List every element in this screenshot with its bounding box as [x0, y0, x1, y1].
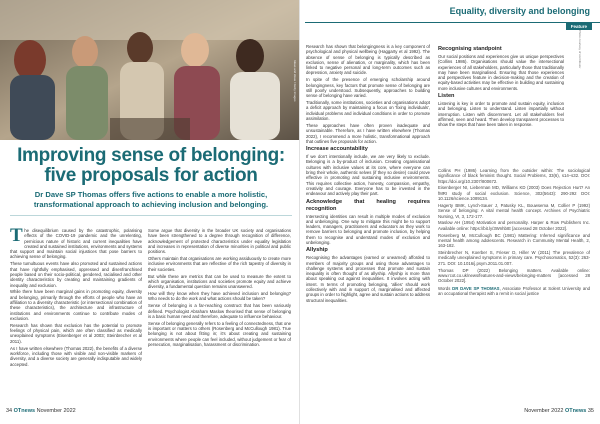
paragraph: These approaches have often proven inadequate and unsustainable. Therefore, as I have written elsewhere (Thomas 2022), I recommend a more holistic, transformational approach that outlines five proposals for action.	[306, 122, 430, 144]
paragraph: If we don't intentionally include, we are very likely to exclude. Belonging is a by-product of inclusion. Creating organisational cultures with inclusive values at its core, where everyone can bring their whole, authentic selves (if they so desire) could prove effective in promoting and sustaining inclusive environments. This requires collective action, honesty, compassion, empathy, creativity and courage. Everyone has to be invested in the endeavour and actively play their part.	[306, 154, 430, 197]
standfirst-text: offers five actions to enable a more holistic, transformational approach to achieving inclusion and belonging.	[33, 190, 269, 209]
section-title: Equality, diversity and belonging	[449, 6, 590, 16]
issue-date: November 2022	[524, 408, 564, 414]
magazine-brand: OTnews	[564, 408, 587, 414]
left-footer	[6, 408, 76, 414]
subheading: Increase accountability	[306, 146, 368, 153]
paragraph: As I have written elsewhere (Thomas 2022), the benefits of a diverse workforce, including those with visible and non-visible markers of diversity, and a diverse society are generally indisputable and widely accepted.	[10, 345, 142, 367]
bio-text: , Associate Professor at Solent University and an occupational therapist with a remit in social justice	[438, 285, 590, 296]
paragraph-text: he disequilibrium caused by the catastrophic, polarising effects of the COVID-19 pandemic and the unrelenting, pernicious nature of historic and current inequalities have created and sustained institutions, environments and systems that support and maintain social injustices that pose barriers to achieving sense of belonging.	[10, 228, 142, 260]
right-page	[300, 0, 600, 424]
reference: Collins PH (1986) Learning from the outsider within: The sociological significance of black feminist thought. Social Problems, 33(6), s14–s32. DOI: https://doi.org/10.2307/800672.	[438, 168, 590, 184]
paragraph: Traditionally, some institutions, societies and organisations adopt a deficit approach by maintaining a focus on 'fixing individuals', individual problems and individual conditions in order to promote assimilation.	[306, 100, 430, 122]
reference: Steinbrecher N, Koerber S, Frieser D, Hiller W (2011) The prevalence of medically unexplained symptoms in primary care. Psychosomatics, 52(3): 263-271. DOI: 10.1016/j.psym.2011.01.007.	[438, 250, 590, 266]
paragraph: Listening is key in order to promote and sustain equity, inclusion and belonging. Listen to understand. Listen impartially without interruption. Listen with discernment. Let all stakeholders feel affirmed, seen and heard. Then develop transparent processes to show the steps that have been taken in response.	[438, 101, 564, 128]
standfirst	[14, 190, 288, 209]
paragraph: Some argue that diversity in the broader UK society and organisations have been strengthened to a degree through recognition of difference, acknowledgement of protected characteristics under equality legislation and increases in representation of diverse minorities in political and public positions.	[148, 228, 291, 255]
bio-prefix: Words	[438, 285, 451, 291]
subheading: Recognising standpoint	[438, 46, 502, 52]
paragraph: But while these are metrics that can be used to measure the extent to which organisation, institutions and societies promote equity and achieve diversity, a fundamental question remains unanswered.	[148, 273, 291, 290]
drop-cap: T	[10, 225, 23, 246]
photo-credit-rotated: Photo courtesy of contributor	[578, 30, 582, 69]
magazine-brand: OTnews	[13, 408, 36, 414]
header-rule	[305, 22, 600, 23]
paragraph: These tumultuous events have also promoted and sustained actions that have rightfully emphasised, oppressed and disenfranchised people based on their socio-political, gendered, racialised and other identity characteristics by creating and maintaining gradients of inequality and exclusion.	[10, 261, 142, 288]
paragraph	[10, 225, 142, 260]
paragraph: Research has shown that belongingness is a key component of psychological and physical wellbeing (Haggarty et al 1992). The absence of sense of belonging is typically described as exclusion, sense of alienation, or marginality, which has been linked to negative personal and long-term outcomes such as depression, anxiety and suicide.	[306, 44, 430, 76]
divider	[10, 215, 292, 216]
paragraph: Our social positions and experiences give us unique perspectives (Collins 1986). Organisations should value the intersectional experiences of all stakeholders, particularly those that traditionally may have been marginalised. Ensuring that those experiences and perspectives feature in decision-making and the creation of equity-based activities may be effective in building and sustaining more inclusive cultures and environments.	[438, 54, 564, 91]
paragraph: Others maintain that organisations are working assiduously to create more inclusive environments that are reflective of the rich tapestry of diversity in their societies.	[148, 256, 291, 272]
reference: Rosenberg M, McCullough BC (1981) Mattering: Inferred significance and mental health among adolescents. Research in Community Mental Health, 2, 163-182.	[438, 232, 590, 249]
left-column-2	[148, 228, 291, 349]
bio-name: DR DAVE SP THOMAS	[452, 285, 500, 291]
right-column-2	[438, 44, 564, 129]
group-discussion-photo	[0, 0, 300, 140]
author-bio	[438, 286, 590, 297]
page-number: 35	[587, 408, 594, 414]
reference: Thomas DP (2022) Belonging matters. Available online: www.rcot.co.uk/news/features-and-views/belonging-matters [accessed 28 October 2022].	[438, 267, 590, 284]
paragraph: How will they know when they have achieved inclusion and belonging? Who needs to do the work and what actions should be taken?	[148, 291, 291, 302]
reference: Hagerty BMK, Lynch-Sauer J, Patusky KL, Bouwsema M, Collier P (1992) Sense of belonging: A vital mental health concept. Archives of Psychiatric Nursing, VI, 3, 172-177.	[438, 202, 590, 219]
paragraph: While there have been marginal gains in promoting equity, diversity and belonging, primarily through the efforts of people who have an affiliation to a diversity characteristic (or intersectional combination of these characteristics), the architecture and infrastructure of institutions and environments continue to contribute modes of exclusion.	[10, 289, 142, 321]
left-column-1	[10, 225, 142, 368]
paragraph: Recognising the advantages (earned or unearned) afforded to members of majority groups and using those advantages to challenge systems and processes that promote and sustain inequality is often thought of as allyship. Allyship is more than about speaking out against inequalities. It involves acting with intent. In terms of promoting belonging, 'allies' should work collectively with and in support of, marginalised and affected groups in order to highlight, agree and sustain actions to address structural inequalities.	[306, 255, 430, 303]
right-footer	[524, 408, 594, 414]
references-column	[438, 168, 590, 298]
reference: Eisenberger NI, Lieberman MD, Williams KD (2003) Does Rejection Hurt? An fMRI study of social exclusion. Science, 302(5643): 290-292 DOI: 10.1126/science.1089134.	[438, 185, 590, 202]
photo-credit: Ideas and ideas / Getty Images	[293, 60, 297, 102]
right-column-1	[306, 44, 430, 305]
article-headline: Improving sense of belonging: five proposals for action	[17, 145, 285, 186]
paragraph: Sense of belonging is a far-reaching construct that has been variously defined. Psychologist Abraham Maslow theorised that sense of belonging is a basic human need and therefore, adequate to influence behaviour.	[148, 303, 291, 319]
paragraph: Research has shown that exclusion has the potential to promote feelings of physical pain, which are often classified as medically unexplained symptoms (Eisenberger et al 2003; Steinbrecher et al 2011).	[10, 322, 142, 344]
subheading: Listen	[438, 93, 455, 100]
feature-tag: Feature	[566, 23, 592, 30]
subheading: Acknowledge that healing requires recognition	[306, 198, 430, 212]
paragraph: In spite of the presence of emerging scholarship around belongingness, key factors that promote sense of belonging are still poorly understood. Subsequently, approaches to building sense of belonging have varied.	[306, 77, 430, 99]
standfirst-author: Dr Dave SP Thomas	[34, 190, 107, 199]
paragraph: Sense of belonging generally refers to a feeling of connectedness, that one is important or matters to others (Rosenberg and McCullough 1981). True belonging is not about fitting in; it's about creating and sustaining environments where people can feel included, without judgement or fear of persecution, marginalisation, harassment or discrimination.	[148, 320, 291, 347]
photo-illustration	[0, 0, 300, 140]
reference: Maslow AH (1954) Motivation and personality. Harper & Row Publishers Inc. Available online: https://bit.ly/3WnhbIE [accessed 28 October 2022].	[438, 220, 590, 231]
paragraph: Intersecting identities can result in multiple modes of exclusion and unbelonging. One way to mitigate this might be to support leaders, managers, practitioners and educators as they work to remove barriers to belonging and promote inclusion, by helping them to recognise and understand modes of exclusion and unbelonging.	[306, 213, 430, 245]
page-number: 34	[6, 408, 13, 414]
issue-date: November 2022	[36, 408, 76, 414]
subheading: Allyship	[306, 247, 328, 254]
